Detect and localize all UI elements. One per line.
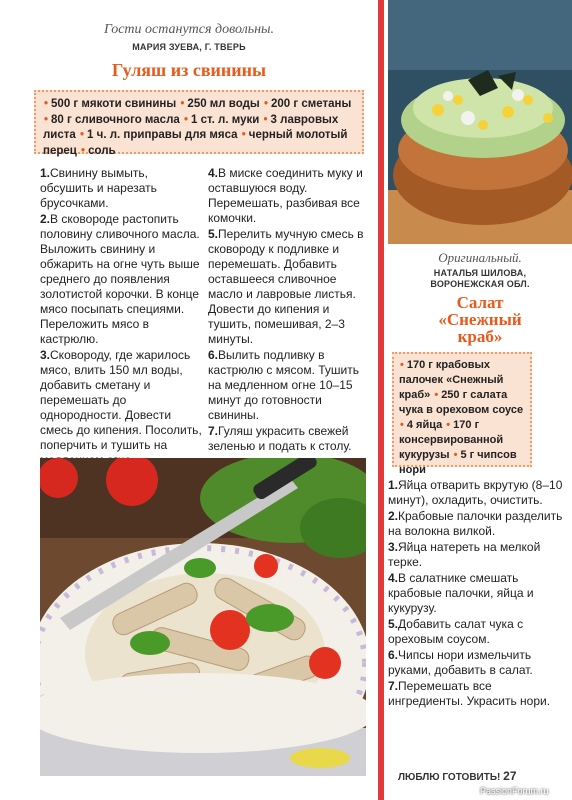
recipe2-title-line1: Салат [456,293,504,312]
bullet-dot-icon: • [81,144,86,157]
step-number: 3. [388,540,399,554]
step-number: 5. [388,617,399,631]
recipe-step [388,571,564,616]
ingredient-item: 1 ч. л. приправы для мяса [87,129,238,141]
ingredient-item: 170 г крабовых палочек «Снежный краб» [399,359,504,401]
step-text: Перемешать все ингредиенты. Украсить нори. [388,679,551,708]
step-text: Яйца натереть на мелкой терке. [388,540,541,569]
step-number: 2. [388,509,399,523]
recipe-step [208,348,368,423]
step-text: Крабовые палочки разделить на волокна вилкой. [388,509,563,538]
step-number: 7. [208,424,219,438]
crab-salad-photo [388,0,572,244]
recipe-step [388,679,564,709]
step-number: 1. [388,478,399,492]
bullet-dot-icon: • [263,98,268,110]
ingredient-item: соль [88,144,116,157]
bullet-dot-icon: • [180,98,185,110]
page-footer [398,769,517,783]
bullet-dot-icon: • [400,419,404,431]
ingredient-item: черный молотый перец [43,129,348,157]
step-number: 6. [208,348,219,362]
step-text: Свинину вымыть, обсушить и нарезать брусочками. [40,166,157,210]
goulash-plate-illustration [40,458,366,776]
step-text: Сковороду, где жарилось мясо, влить 150 мл воды, добавить сметану и перемешать до однородности. Довести смесь до кипения. Посолить, поперчить и тушить на [40,348,202,452]
ingredient-item: 5 г чипсов нори [399,449,517,476]
bullet-dot-icon: • [453,449,458,461]
step-number: 4. [208,166,219,180]
recipe2-author-line2: ВОРОНЕЖСКАЯ ОБЛ. [430,279,530,289]
bullet-dot-icon: • [80,129,85,141]
watermark: PassionForum.ru [480,786,549,796]
magazine-name: ЛЮБЛЮ ГОТОВИТЬ! [398,772,501,783]
bullet-dot-icon: • [184,113,189,126]
ingredient-item: 250 мл воды [187,98,260,110]
recipe-step [388,540,564,570]
recipe-step [40,348,202,468]
recipe1-title: Гуляш из свинины [111,60,267,80]
step-number: 3. [40,348,51,362]
recipe-step [40,166,202,211]
recipe-step [388,648,564,678]
recipe1-author: МАРИЯ ЗУЕВА, Г. ТВЕРЬ [132,42,246,52]
step-text: Вылить подливку в кастрюлю с мясом. Тушить на медленном огне 10–15 минут до готовности свинины. [208,348,359,422]
bullet-dot-icon: • [263,113,268,126]
page-number: 27 [503,769,517,783]
ingredient-item: 250 г салата чука в ореховом соусе [399,389,524,416]
recipe-step [208,424,368,454]
recipe2-title-line2: «Снежный [438,310,522,329]
ingredient-item: 4 яйца [406,419,443,431]
ingredient-item: 80 г сливочного масла [51,113,180,126]
step-text: В миске соединить муку и оставшуюся воду. Перемешать, разбивая все комочки. [208,166,363,225]
step-text: Добавить салат чука с ореховым соусом. [388,617,524,646]
step-number: 5. [208,227,219,241]
step-number: 1. [40,166,51,180]
ingredient-item: 1 ст. л. муки [191,113,260,126]
bullet-dot-icon: • [434,389,439,401]
recipe-step [388,509,564,539]
recipe2-steps [388,478,564,710]
recipe-step [208,166,368,226]
step-text: Чипсы нори измельчить руками, добавить в салат. [388,648,533,677]
recipe1-tagline: Гости останутся довольны. [103,22,275,37]
bullet-dot-icon: • [446,419,451,431]
pork-goulash-photo [40,458,366,776]
recipe1-steps-column-1 [40,166,202,469]
recipe-step [208,227,368,347]
step-number: 7. [388,679,399,693]
recipe2-title-line3: краб» [457,327,503,346]
step-number: 4. [388,571,399,585]
ingredient-item: 3 лавровых листа [43,113,339,141]
bullet-dot-icon: • [241,129,246,141]
recipe2-tagline: Оригинальный. [438,250,522,265]
recipe2-ingredients-box [392,352,532,476]
bullet-dot-icon: • [44,113,49,126]
bullet-dot-icon: • [400,359,404,371]
ingredient-item: 200 г сметаны [270,98,352,110]
step-number: 2. [40,212,51,226]
recipe-step [388,617,564,647]
step-text: Перелить мучную смесь в сковороду к подливке и перемешать. Добавить оставшееся сливочное масло и лавровые листья. Довести до кипения и тушить, помешивая, 2–3 минуты. [208,227,364,346]
recipe1-steps-column-2 [208,166,368,455]
step-text: Гуляш украсить свежей зеленью и подать к столу. [208,424,352,453]
ingredient-item: 500 г мякоти свинины [51,98,177,110]
ingredient-item: 170 г консервированной кукурузы [399,419,504,461]
bullet-dot-icon: • [44,98,49,110]
step-text: В салатнике смешать крабовые палочки, яйца и кукурузу. [388,571,534,615]
recipe-step [40,212,202,347]
recipe-step [388,478,564,508]
recipe1-ingredients-box [34,90,364,157]
crab-salad-bowl-illustration [388,0,572,244]
step-text: Яйца отварить вкрутую (8–10 минут), охладить, очистить. [388,478,563,507]
step-text: В сковороде растопить половину сливочного масла. Выложить свинину и обжарить на огне чуть выше среднего до появления золотистой корочки. В конце мясо посыпать специями. Переложить мясо в кастрюлю. [40,212,200,346]
step-number: 6. [388,648,399,662]
recipe2-author-line1: НАТАЛЬЯ ШИЛОВА, [433,268,527,278]
